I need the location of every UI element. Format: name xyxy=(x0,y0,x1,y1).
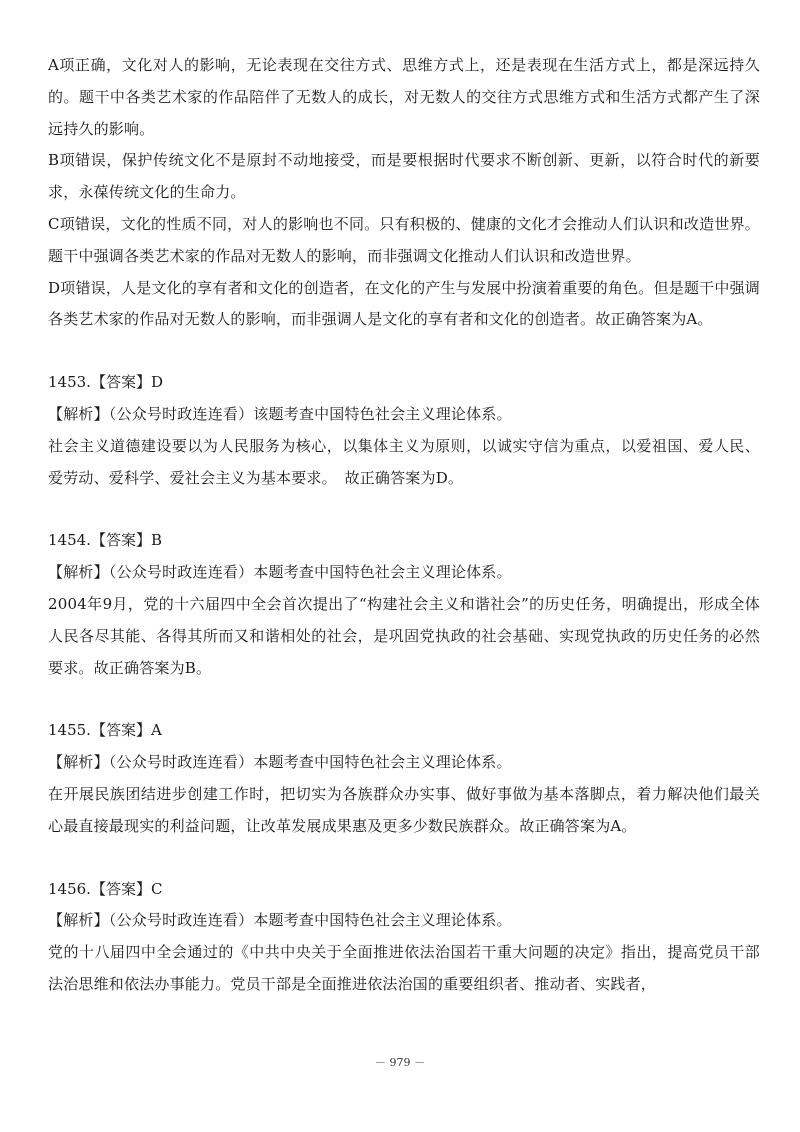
q1453-analysis: 【解析】（公众号时政连连看）该题考查中国特色社会主义理论体系。 xyxy=(48,404,512,423)
q1455-answer: 1455.【答案】A xyxy=(48,721,162,740)
q1455-analysis: 【解析】（公众号时政连连看）本题考查中国特色社会主义理论体系。 xyxy=(48,753,512,772)
option-d-explanation: D项错误，人是文化的享有者和文化的创造者，在文化的产生与发展中扮演着重要的角色。但是题干中强调各类艺术家的作品对无数人的影响，而非强调人是文化的享有者和文化的创造者。故正确答案为A。 xyxy=(48,278,760,329)
q1454-answer: 1454.【答案】B xyxy=(48,531,162,550)
page-number: － 979 － xyxy=(375,1056,425,1069)
q1453-body: 社会主义道德建设要以为人民服务为核心，以集体主义为原则，以诚实守信为重点，以爱祖国、爱人民、爱劳动、爱科学、爱社会主义为基本要求。 故正确答案为D。 xyxy=(48,436,760,487)
q1454-body: 2004年9月，党的十六届四中全会首次提出了“构建社会主义和谐社会”的历史任务，明确提出，形成全体人民各尽其能、各得其所而又和谐相处的社会，是巩固党执政的社会基础、实现党执政的历史任务的必然要求。故正确答案为B。 xyxy=(48,594,760,677)
document-page xyxy=(48,50,760,1001)
option-b-explanation: B项错误，保护传统文化不是原封不动地接受，而是要根据时代要求不断创新、更新，以符合时代的新要求，永葆传统文化的生命力。 xyxy=(48,151,760,202)
q1453-answer: 1453.【答案】D xyxy=(48,373,163,392)
option-a-explanation: A项正确，文化对人的影响，无论表现在交往方式、思维方式上，还是表现在生活方式上，都是深远持久的。题干中各类艺术家的作品陪伴了无数人的成长，对无数人的交往方式思维方式和生活方式都产生了深远持久的影响。 xyxy=(48,56,760,138)
q1456-body: 党的十八届四中全会通过的《中共中央关于全面推进依法治国若干重大问题的决定》指出，提高党员干部法治思维和依法办事能力。党员干部是全面推进依法治国的重要组织者、推动者、实践者， xyxy=(48,943,760,993)
q1455-body: 在开展民族团结进步创建工作时，把切实为各族群众办实事、做好事做为基本落脚点，着力解决他们最关心最直接最现实的利益问题，让改革发展成果惠及更多少数民族群众。故正确答案为A。 xyxy=(48,784,760,835)
q1456-answer: 1456.【答案】C xyxy=(48,879,163,898)
option-c-explanation: C项错误，文化的性质不同，对人的影响也不同。只有积极的、健康的文化才会推动人们认识和改造世界。题干中强调各类艺术家的作品对无数人的影响，而非强调文化推动人们认识和改造世界。 xyxy=(48,214,760,265)
q1454-analysis: 【解析】（公众号时政连连看）本题考查中国特色社会主义理论体系。 xyxy=(48,563,512,582)
q1456-analysis: 【解析】（公众号时政连连看）本题考查中国特色社会主义理论体系。 xyxy=(48,911,512,930)
